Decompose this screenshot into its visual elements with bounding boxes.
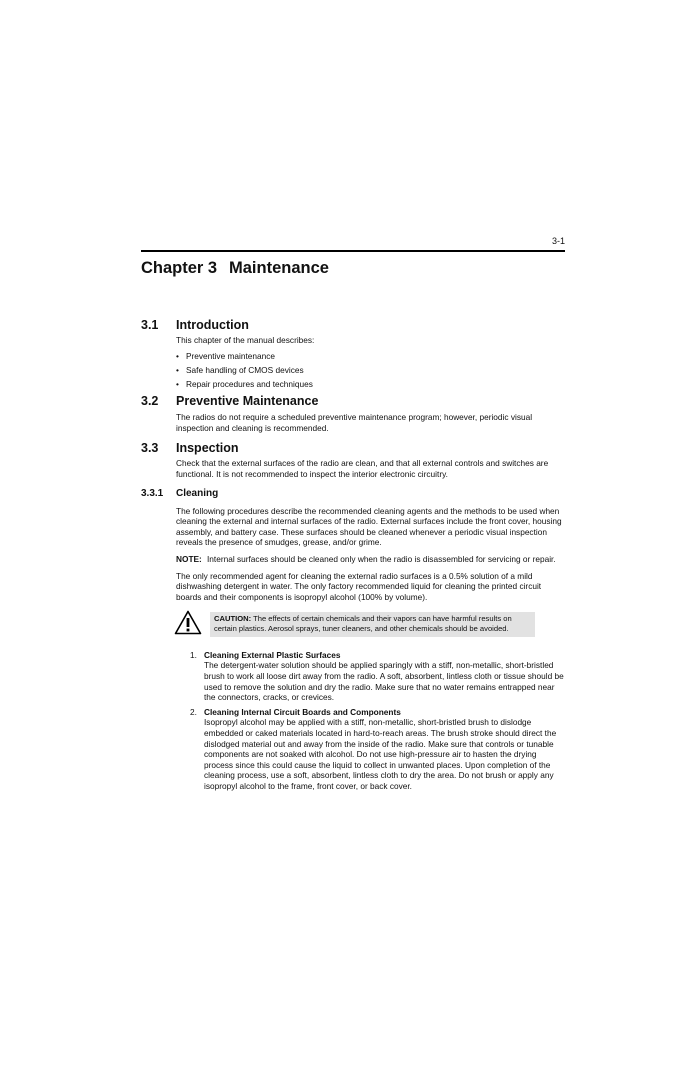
- caution-label: CAUTION:: [214, 613, 252, 623]
- list-item: • Preventive maintenance: [176, 351, 565, 362]
- step-text: Isopropyl alcohol may be applied with a stiff, non-metallic, short-bristled brush to dislodge embedded or caked materials located in hard-to-reach areas. The brush stroke should direct the dislodged material out and away from the inside of the radio. Make sure that controls or tunable components are not soaked with alcohol. Do not use high-pressure air to hasten the drying process since this could cause the liquid to collect in unwanted places. Upon completion of the cleaning process, use a soft, absorbent, lintless cloth to dry the area. Do not brush or apply any isopropyl alcohol to the frame, front cover, or back cover.: [204, 717, 557, 791]
- page-content: [141, 317, 565, 796]
- caution-box: [176, 610, 565, 638]
- preventive-paragraph: The radios do not require a scheduled preventive maintenance program; however, periodic visual inspection and cleaning is recommended.: [176, 412, 533, 433]
- list-item: • Repair procedures and techniques: [176, 379, 565, 390]
- chapter-number: Chapter 3: [141, 259, 218, 277]
- section-title: Introduction: [176, 318, 249, 332]
- subsection-number: 3.3.1: [141, 487, 164, 499]
- caution-message: The effects of certain chemicals and their vapors can have harmful results on certain plastics. Aerosol sprays, tuner cleaners, and other chemicals should be avoided.: [214, 613, 512, 633]
- introduction-list: [176, 351, 565, 390]
- step-text: The detergent-water solution should be applied sparingly with a stiff, non-metallic, short-bristled brush to work all loose dirt away from the radio. A soft, absorbent, lintless cloth or tissue should be used to remove the solution and dry the radio. Make sure that no water remains entrapped near the connectors, cracks, or crevices.: [204, 660, 564, 703]
- inspection-body: [176, 458, 565, 479]
- step-number: 1.: [190, 649, 197, 660]
- list-item: [190, 707, 565, 792]
- page-number: 3-1: [551, 236, 565, 246]
- section-number: 3.3: [141, 441, 159, 456]
- cleaning-paragraph: The following procedures describe the recommended cleaning agents and the methods to be used when cleaning the external and internal surfaces of the radio. External surfaces include the front cover, housing assembly, and battery case. These surfaces should be cleaned whenever a periodic visual inspection reveals the presence of smudges, grease, and/or grime.: [176, 505, 562, 548]
- list-item: [190, 650, 565, 703]
- section-number: 3.1: [141, 318, 159, 332]
- subsection-heading-cleaning: [141, 487, 565, 500]
- section-title: Inspection: [176, 441, 239, 456]
- preventive-body: [176, 412, 565, 433]
- note-text: Internal surfaces should be cleaned only when the radio is disassembled for servicing or repair.: [207, 553, 556, 564]
- warning-triangle-icon: [174, 610, 204, 638]
- introduction-lead: This chapter of the manual describes:: [176, 335, 315, 345]
- step-number: 2.: [190, 706, 197, 717]
- step-title: Cleaning External Plastic Surfaces: [204, 649, 341, 660]
- section-heading-preventive-maintenance: [141, 393, 565, 409]
- note-label: NOTE:: [176, 553, 202, 564]
- cleaning-agent-paragraph: The only recommended agent for cleaning the external radio surfaces is a 0.5% solution of a mild dishwashing detergent in water. The only factory recommended liquid for cleaning the printed circuit boards and their components is isopropyl alcohol (100% by volume).: [176, 570, 542, 602]
- chapter-name: Maintenance: [229, 259, 329, 277]
- chapter-title: [141, 259, 329, 278]
- note: [176, 554, 565, 565]
- introduction-body: [176, 335, 565, 389]
- section-heading-inspection: [141, 440, 565, 456]
- section-number: 3.2: [141, 394, 159, 409]
- cleaning-steps: [176, 650, 565, 792]
- header-rule: [141, 250, 565, 252]
- step-title: Cleaning Internal Circuit Boards and Components: [204, 706, 401, 717]
- section-heading-introduction: [141, 317, 565, 333]
- subsection-title: Cleaning: [176, 487, 219, 499]
- list-item: • Safe handling of CMOS devices: [176, 365, 565, 376]
- caution-text: [210, 612, 535, 637]
- cleaning-body: [176, 506, 565, 792]
- section-title: Preventive Maintenance: [176, 394, 319, 409]
- inspection-paragraph: Check that the external surfaces of the radio are clean, and that all external controls and switches are functional. It is not recommended to inspect the interior electronic circuitry.: [176, 458, 549, 479]
